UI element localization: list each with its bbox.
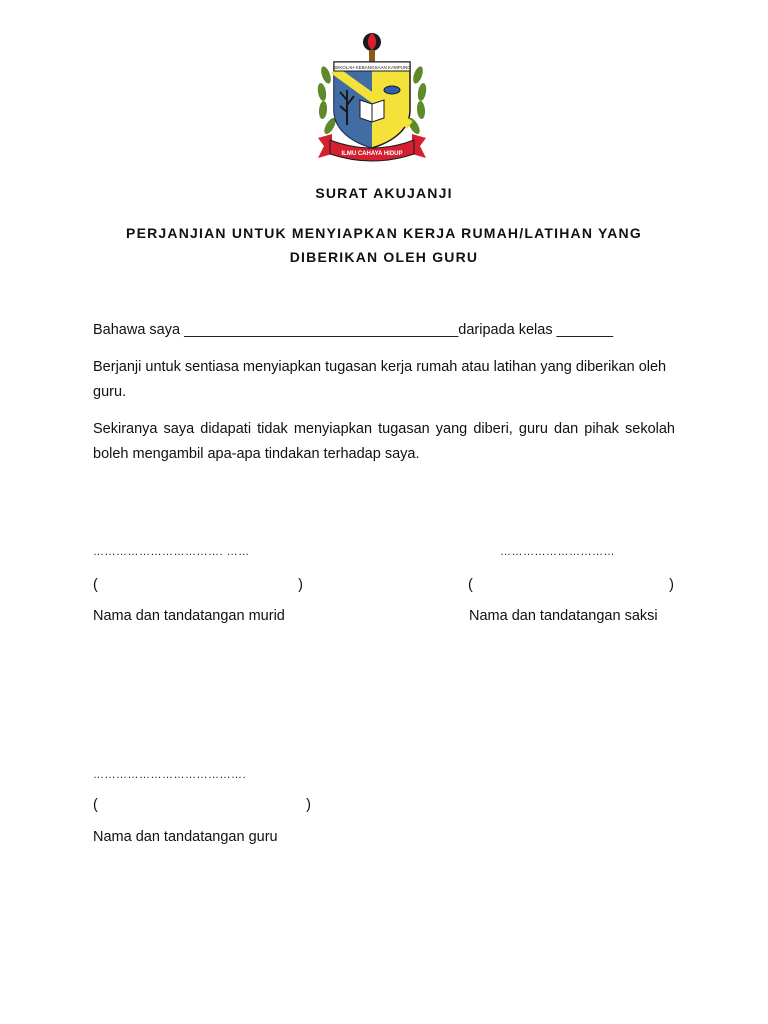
teacher-signature-dots: …………………………………. [93,769,247,781]
witness-name-parentheses [468,577,674,593]
name-class-line: Bahawa saya __________________________________daripada kelas _______ [93,322,614,338]
shield-icon [333,62,411,148]
crest-top-text: SEKOLAH KEBANGSAAN KAMPUNG [333,65,411,70]
consequence-paragraph: Sekiranya saya didapati tidak menyiapkan tugasan yang diberi, guru dan pihak sekolah boleh mengambil apa-apa tindakan terhadap saya. [93,421,675,462]
witness-signature-dots: ………………………… [500,546,615,558]
school-crest [312,30,432,165]
teacher-signature-label: Nama dan tandatangan guru [93,829,278,845]
teacher-paren-open: ( [93,797,98,813]
torch-icon [363,33,381,62]
school-crest-logo [312,30,432,165]
document-subtitle-line2: DIBERIKAN OLEH GURU [289,249,479,265]
promise-paragraph: Berjanji untuk sentiasa menyiapkan tugasan kerja rumah atau latihan yang diberikan oleh guru. [93,359,667,400]
witness-signature-block [500,546,660,558]
document-title: SURAT AKUJANJI [315,185,453,201]
student-signature-label: Nama dan tandatangan murid [93,608,285,624]
document-subtitle-line1: PERJANJIAN UNTUK MENYIAPKAN KERJA RUMAH/LATIHAN YANG [126,225,642,241]
teacher-paren-close: ) [306,797,311,813]
witness-signature-label: Nama dan tandatangan saksi [469,608,658,624]
student-name-parentheses [93,577,303,593]
crest-motto-text: ILMU CAHAYA HIDUP [341,151,403,157]
teacher-name-parentheses [93,797,311,813]
witness-paren-close: ) [669,577,674,593]
witness-paren-open: ( [468,577,473,593]
student-paren-close: ) [298,577,303,593]
document-subtitle [92,221,676,269]
student-signature-block [93,546,308,558]
student-paren-open: ( [93,577,98,593]
teacher-signature-block [93,769,323,781]
student-signature-dots: ……………………………. …… [93,546,250,558]
